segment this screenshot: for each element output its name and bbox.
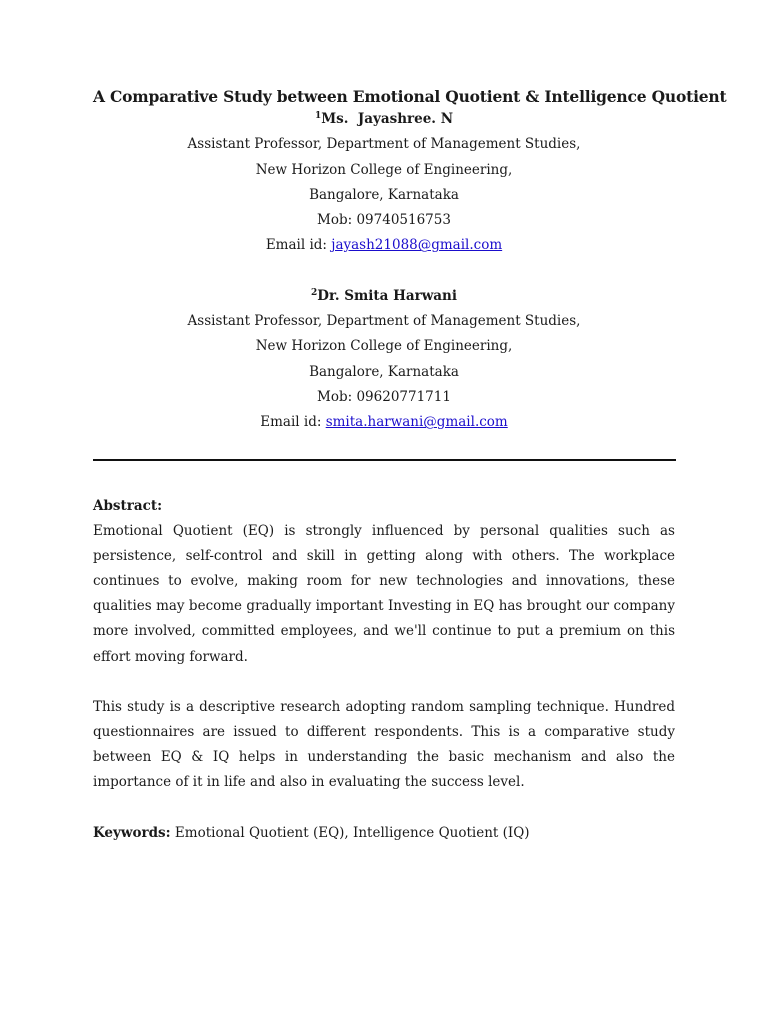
author-block-1 xyxy=(93,107,675,259)
author-mobile: Mob: 09620771711 xyxy=(317,388,451,405)
email-link[interactable]: smita.harwani@gmail.com xyxy=(325,414,508,431)
author-block-2 xyxy=(93,284,675,436)
abstract-paragraph: This study is a descriptive research adopting random sampling technique. Hundred questionnaires are issued to different respondents. This is a comparative study between EQ & IQ helps in understanding the basic mechanism and also the importance of it in life and also in evaluating the success level. xyxy=(93,698,675,791)
horizontal-rule xyxy=(93,459,676,461)
author-mobile: Mob: 09740516753 xyxy=(317,212,451,229)
author-name xyxy=(93,284,675,309)
author-position: Assistant Professor, Department of Management Studies, xyxy=(187,313,581,330)
author-institution: New Horizon College of Engineering, xyxy=(255,161,513,178)
author-number: 1 xyxy=(314,111,322,121)
keywords-label: Keywords: xyxy=(93,824,171,841)
author-number: 2 xyxy=(310,287,318,298)
author-email-line xyxy=(93,410,675,435)
author-location: Bangalore, Karnataka xyxy=(309,186,459,203)
abstract-paragraph: Emotional Quotient (EQ) is strongly influenced by personal qualities such as persistence, self-control and skill in getting along with others. The workplace continues to evolve, making room for new technologies and innovations, these qualities may become gradually important Investing in EQ has brought our company more involved, committed employees, and we'll continue to put a premium on this effort moving forward. xyxy=(93,522,675,665)
author-position: Assistant Professor, Department of Management Studies, xyxy=(187,136,581,153)
author-email-line xyxy=(93,233,675,258)
author-location: Bangalore, Karnataka xyxy=(309,363,459,380)
paper-title: A Comparative Study between Emotional Quotient & Intelligence Quotient xyxy=(93,87,727,106)
email-link[interactable]: jayash21088@gmail.com xyxy=(331,237,503,254)
author-name-text: Ms. Jayashree. N xyxy=(321,111,454,127)
author-name xyxy=(93,107,675,132)
keywords-text: Emotional Quotient (EQ), Intelligence Quotient (IQ) xyxy=(170,824,530,841)
keywords-line xyxy=(93,821,675,846)
paper-page xyxy=(93,86,727,846)
email-label: Email id: xyxy=(260,414,326,431)
author-institution: New Horizon College of Engineering, xyxy=(255,338,513,355)
email-label: Email id: xyxy=(265,237,332,254)
abstract-heading: Abstract: xyxy=(93,497,163,514)
author-name-text: Dr. Smita Harwani xyxy=(317,287,458,304)
